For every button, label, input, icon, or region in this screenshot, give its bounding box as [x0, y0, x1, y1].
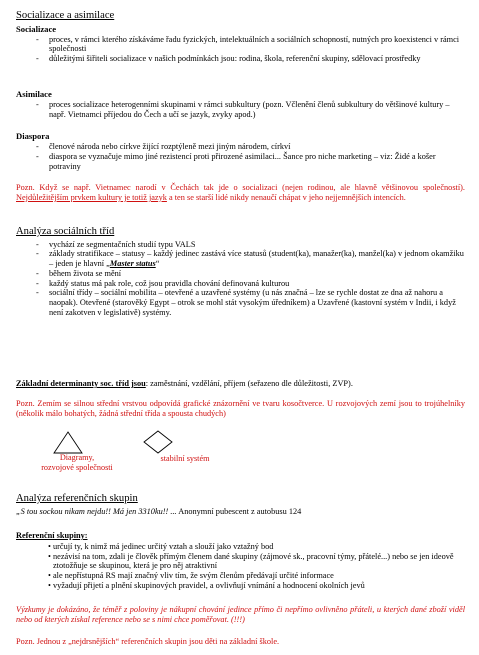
section-determinanty	[16, 379, 465, 389]
note-text: Pozn. Zemím se silnou střední vrstvou odpovídá grafické znázornění ve tvaru kosočtverce. U rozvojových zemí jsou to trojúhelníky (několik málo bohatých, žádná střední třída a spousta chudých)	[16, 399, 465, 418]
list-item: - vychází ze segmentačních studií typu VALS	[16, 240, 465, 250]
list-item: - během života se mění	[16, 269, 465, 279]
triangle-label: Diagramy, rozvojové společnosti	[41, 453, 113, 472]
determinanty-text: : zaměstnání, vzdělání, příjem (seřazeno dle důležitosti, ZVP).	[145, 379, 353, 388]
subheading-asimilace: Asimilace	[16, 89, 52, 99]
item-text-end: “	[155, 259, 160, 269]
list-item: - proces, v rámci kterého získáváme řadu fyzických, intelektuálních a sociálních schopností, nutných pro koexistenci v rámci společnosti	[16, 35, 465, 55]
subheading-referencni: Referenční skupiny:	[16, 531, 88, 540]
diaspora-list	[16, 142, 465, 171]
section-referencni	[16, 493, 465, 516]
section-diaspora	[16, 130, 465, 171]
heading-socializace: Socializace a asimilace	[16, 10, 115, 21]
list-item: • nezávisí na tom, zdali je člověk přímým členem dané skupiny (zájmové sk., pracovní týmy, přátelé...) nebo se jen ideově ztotožňuje se skupinou, která je pro něj atraktivní	[16, 552, 465, 572]
list-item: - diaspora se vyznačuje mimo jiné rezistencí proti přirozené asimilaci... Šance pro niche marketing – viz: Židé a košer potraviny	[16, 152, 465, 172]
note-text: Pozn. Jednou z „nejdrsnějších“ referenčních skupin jsou děti na základní škole.	[16, 637, 280, 646]
asimilace-list	[16, 100, 465, 120]
note-socializace	[16, 183, 465, 203]
list-item: - důležitými šiřiteli socializace v našich podmínkách jsou: rodina, škola, referenční skupiny, sdělovací prostředky	[16, 54, 465, 64]
quote	[16, 507, 465, 517]
diamond-shape	[144, 431, 172, 453]
note-text: Pozn. Když se např. Vietnamec narodí v Čechách tak jde o socializaci (nejen rodinou, ale hlavně většinovou společností).	[16, 183, 465, 192]
list-item: - sociální třídy – sociální mobilita – otevřené a uzavřené systémy (u nás značná – lze se rychle dostat ze dna až nahoru a naopak). Otevřené (starověký Egypt – otrok se mohl stát vysokým úředníkem) a Uzavřené (kastovní systém v Indii, i když není zakotven v legislativě) systémy.	[16, 288, 465, 317]
section-socializace	[16, 10, 465, 64]
subheading-socializace: Socializace	[16, 23, 57, 34]
master-status-emphasis: Master status	[109, 259, 156, 269]
list-item: • ale nepřístupná RS mají značný vliv tím, že svým členům předávají určité informace	[16, 571, 465, 581]
socializace-list	[16, 35, 465, 64]
quote-text: „S tou sockou nikam nejdu!! Má jen 3310ku!! ...	[16, 506, 177, 516]
referencni-list	[16, 542, 465, 591]
list-item: • vyžadují přijetí a plnění skupinových pravidel, a ovlivňují vnímání a hodnocení okolních jevů	[16, 581, 465, 591]
note-text: Výzkumy je dokázáno, že téměř z poloviny je nákupní chování jedince přímo či nepřímo ovlivněno přáteli, u kterých dané zboží viděl nebo od kterých získal reference nebo se s nimi chce poměřovat. (!!!)	[16, 605, 465, 624]
item-text: základy stratifikace – statusy – každý jedinec zastává více statusů (student(ka), manažer(ka), manžel(ka) v jednom okamžiku – jeden je hlavní „	[49, 249, 464, 269]
section-analyza-trid	[16, 226, 465, 318]
list-item: - členové národa nebo církve žijící rozptýleně mezi jiným národem, církví	[16, 142, 465, 152]
list-item: - proces socializace heterogenními skupinami v rámci subkultury (pozn. Včlenění členů subkultury do většinové kultury – např. Vietnamci příjedou do Čech a učí se jazyk, zvyky apod.)	[16, 100, 465, 120]
heading-analyza-trid: Analýza sociálních tříd	[16, 226, 115, 237]
quote-attribution: Anonymní pubescent z autobusu 124	[176, 506, 302, 516]
note-research	[16, 605, 465, 625]
triangle-shape	[54, 432, 82, 453]
determinanty-label: Základní determinanty soc. tříd jsou	[16, 379, 146, 388]
diamond-label: stabilní systém	[160, 454, 210, 463]
list-item: • určují ty, k nimž má jedinec určitý vztah a slouží jako vztažný bod	[16, 542, 465, 552]
section-asimilace	[16, 88, 465, 120]
note-determinanty	[16, 399, 465, 419]
heading-referencni: Analýza referenčních skupin	[16, 493, 138, 504]
list-item: - každý status má pak role, což jsou pravidla chování definovaná kulturou	[16, 279, 465, 289]
list-item	[16, 249, 465, 269]
subheading-diaspora: Diaspora	[16, 131, 50, 141]
note-end-text: a ten se starší lidé nikdy nenaučí chápat v jeho nejjemnějších intencích.	[166, 192, 406, 202]
analyza-trid-list	[16, 240, 465, 318]
section-referencni-skupiny	[16, 531, 465, 591]
note-last	[16, 637, 465, 647]
note-underlined-text: Nejdůležitějším prvkem kultury je totiž jazyk	[16, 192, 167, 202]
